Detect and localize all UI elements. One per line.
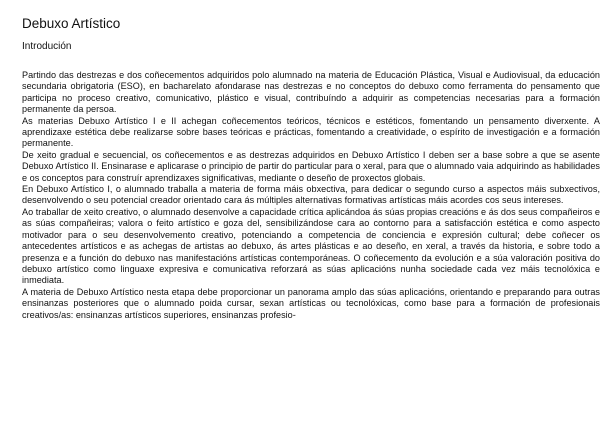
paragraph: As materias Debuxo Artístico I e II achegan coñecementos teóricos, técnicos e estéticos, fomentando un pensamento diverxente. A aprendizaxe estética debe realizarse sobre bases teóricas e prácticas, fomentando a creatividade, o espírito de investigación e a formación permanente. [22, 115, 600, 149]
document-title: Debuxo Artístico [22, 16, 121, 31]
paragraph: Ao traballar de xeito creativo, o alumnado desenvolve a capacidade crítica aplicándoa ás súas propias creacións e ás dos seus compañeiros e as súas compañeiras; valora o feito artístico e goza del, sensibilizándose cara ao contorno para a satisfacción estética e como aspecto motivador para o seu desenvolvemento creativo, potenciando a competencia de conciencia e expresión cultural; debe coñecer os antecedentes artísticos e as achegas de artistas ao debuxo, ás artes plásticas e ao deseño, en xeral, a través da historia, e sobre todo a presenza e a función do debuxo nas manifestacións artísticas contemporáneas. O coñecemento da evolución e a súa valoración positiva do debuxo artístico como linguaxe expresiva e comunicativa reforzará as súas aplicacións nunha sociedade cada vez máis tecnolóxica e inmediata. [22, 206, 600, 286]
paragraph: Partindo das destrezas e dos coñecementos adquiridos polo alumnado na materia de Educación Plástica, Visual e Audiovisual, da educación secundaria obrigatoria (ESO), en bacharelato afondarase nas destrezas e no conceptos do debuxo como ferramenta do pensamento que participa no proceso creativo, comunicativo, plástico e visual, contribuíndo a adquirir as competencias necesarias para a formación permanente da persoa. [22, 70, 600, 115]
paragraph: En Debuxo Artístico I, o alumnado traballa a materia de forma máis obxectiva, para dedicar o segundo curso a aspectos máis subxectivos, desenvolvendo o seu potencial creador orientado cara ás múltiples alternativas formativas artísticas máis acordes cos seus intereses. [22, 184, 600, 206]
body-text [22, 70, 600, 321]
document-page [22, 14, 600, 321]
paragraph: A materia de Debuxo Artístico nesta etapa debe proporcionar un panorama amplo das súas aplicacións, orientando e preparando para outras ensinanzas posteriores que o alumnado poida cursar, sexan artísticas ou tecnolóxicas, como base para a formación de profesionais creativos/as: ensinanzas artísticos superiores, ensinanzas profesio- [22, 286, 600, 320]
section-heading-introduction: Introdución [22, 41, 72, 52]
paragraph: De xeito gradual e secuencial, os coñecementos e as destrezas adquiridos en Debuxo Artístico I deben ser a base sobre a que se asente Debuxo Artístico II. Ensinarase e aplicarase o principio de partir do particular para o xeral, para que o alumnado vaia adquirindo as habilidades e os conceptos para construír aprendizaxes significativas, mediante o deseño de proxectos globais. [22, 149, 600, 183]
